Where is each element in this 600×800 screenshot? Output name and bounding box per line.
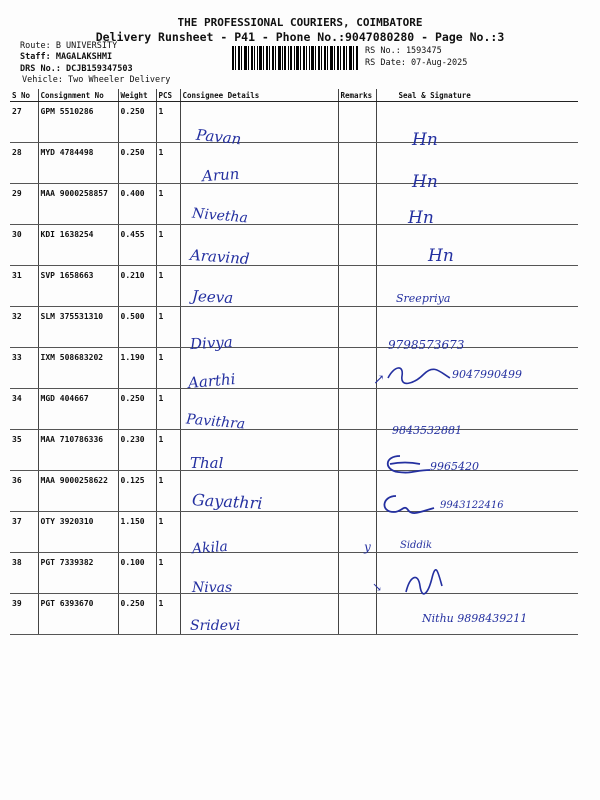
weight-cell: 1.150 <box>118 512 156 553</box>
sno-cell: 36 <box>10 471 38 512</box>
remarks-cell <box>338 389 376 430</box>
consignment-cell: GPM 5510286 <box>38 102 118 143</box>
handwritten-name: Nivas <box>192 580 233 596</box>
consignment-cell: MGD 404667 <box>38 389 118 430</box>
barcode-image <box>232 46 358 70</box>
pcs-cell: 1 <box>156 102 180 143</box>
weight-cell: 0.455 <box>118 225 156 266</box>
seal-cell <box>376 225 578 266</box>
pcs-cell: 1 <box>156 348 180 389</box>
weight-cell: 0.500 <box>118 307 156 348</box>
col-consignment-header: Consignment No <box>38 89 118 102</box>
pcs-cell: 1 <box>156 594 180 635</box>
drs-text: DRS No.: DCJB159347503 <box>20 64 133 74</box>
remarks-cell <box>338 102 376 143</box>
signature-scribble <box>378 490 440 520</box>
handwritten-name: Nivetha <box>191 205 249 227</box>
table-row <box>10 553 578 594</box>
handwritten-name: Pavithra <box>185 411 246 433</box>
consignment-cell: SVP 1658663 <box>38 266 118 307</box>
table-row <box>10 143 578 184</box>
table-header-row <box>10 89 578 102</box>
table-row <box>10 430 578 471</box>
signature: Hn <box>412 172 438 192</box>
weight-cell: 0.100 <box>118 553 156 594</box>
col-sno-header: S No <box>10 89 38 102</box>
remark-mark: y <box>364 540 371 554</box>
table-row <box>10 225 578 266</box>
weight-cell: 0.250 <box>118 389 156 430</box>
signature: 9047990499 <box>452 368 522 381</box>
weight-cell: 0.125 <box>118 471 156 512</box>
sno-cell: 39 <box>10 594 38 635</box>
table-row <box>10 512 578 553</box>
weight-cell: 0.250 <box>118 594 156 635</box>
signature: Hn <box>428 246 454 266</box>
remarks-cell <box>338 225 376 266</box>
weight-cell: 0.210 <box>118 266 156 307</box>
signature: Siddik <box>400 540 433 551</box>
rs-number: RS No.: 1593475 <box>365 46 442 56</box>
col-consignee-header: Consignee Details <box>180 89 338 102</box>
pcs-cell: 1 <box>156 225 180 266</box>
staff-text: Staff: MAGALAKSHMI <box>20 52 113 62</box>
signature: Sreepriya <box>396 292 451 305</box>
table-row <box>10 184 578 225</box>
handwritten-name: Aravind <box>189 245 251 269</box>
pcs-cell: 1 <box>156 266 180 307</box>
company-title: THE PROFESSIONAL COURIERS, COIMBATORE <box>177 16 423 29</box>
remarks-cell <box>338 594 376 635</box>
consignment-cell: MAA 9000258622 <box>38 471 118 512</box>
signature: 9943122416 <box>440 500 504 511</box>
sno-cell: 30 <box>10 225 38 266</box>
pcs-cell: 1 <box>156 184 180 225</box>
weight-cell: 0.230 <box>118 430 156 471</box>
pcs-cell: 1 <box>156 430 180 471</box>
sno-cell: 31 <box>10 266 38 307</box>
pcs-cell: 1 <box>156 512 180 553</box>
sno-cell: 33 <box>10 348 38 389</box>
handwritten-name: Aarthi <box>187 369 237 393</box>
consignment-cell: KDI 1638254 <box>38 225 118 266</box>
sno-cell: 37 <box>10 512 38 553</box>
consignment-cell: MAA 710786336 <box>38 430 118 471</box>
remarks-cell <box>338 307 376 348</box>
signature-scribble <box>380 360 460 390</box>
route-text: Route: B UNIVERSITY <box>20 41 118 51</box>
sno-cell: 27 <box>10 102 38 143</box>
signature-scribble <box>398 566 448 600</box>
signature: 9843532881 <box>392 424 462 437</box>
remarks-cell <box>338 266 376 307</box>
weight-cell: 1.190 <box>118 348 156 389</box>
consignment-cell: IXM 508683202 <box>38 348 118 389</box>
remarks-cell <box>338 184 376 225</box>
consignment-cell: OTY 3920310 <box>38 512 118 553</box>
weight-cell: 0.250 <box>118 102 156 143</box>
col-weight-header: Weight <box>118 89 156 102</box>
seal-cell <box>376 184 578 225</box>
signature-scribble <box>380 448 440 480</box>
pcs-cell: 1 <box>156 389 180 430</box>
col-seal-header: Seal & Signature <box>376 89 578 102</box>
runsheet-table <box>10 89 578 635</box>
pcs-cell: 1 <box>156 471 180 512</box>
remarks-cell <box>338 348 376 389</box>
remark-mark: ↘ <box>372 580 383 594</box>
signature: Hn <box>412 130 438 150</box>
sno-cell: 28 <box>10 143 38 184</box>
consignment-cell: PGT 6393670 <box>38 594 118 635</box>
consignment-cell: PGT 7339382 <box>38 553 118 594</box>
handwritten-name: Gayathri <box>191 490 263 513</box>
table-row <box>10 389 578 430</box>
pcs-cell: 1 <box>156 143 180 184</box>
sno-cell: 35 <box>10 430 38 471</box>
handwritten-name: Sridevi <box>190 618 241 634</box>
handwritten-name: Pavan <box>195 125 243 149</box>
signature: Hn <box>408 208 434 228</box>
signature: 9798573673 <box>388 338 465 352</box>
consignment-cell: SLM 375531310 <box>38 307 118 348</box>
consignment-cell: MAA 9000258857 <box>38 184 118 225</box>
rs-date: RS Date: 07-Aug-2025 <box>365 58 468 68</box>
sno-cell: 34 <box>10 389 38 430</box>
runsheet-subtitle: Delivery Runsheet - P41 - Phone No.:9047080280 - Page No.:3 <box>95 30 505 44</box>
consignment-cell: MYD 4784498 <box>38 143 118 184</box>
signature: Nithu 9898439211 <box>422 612 528 625</box>
sno-cell: 32 <box>10 307 38 348</box>
sno-cell: 29 <box>10 184 38 225</box>
col-pcs-header: PCS <box>156 89 180 102</box>
remarks-cell <box>338 143 376 184</box>
handwritten-name: Divya <box>189 332 234 354</box>
pcs-cell: 1 <box>156 307 180 348</box>
table-row <box>10 307 578 348</box>
remark-mark: ↗ <box>373 372 385 388</box>
remarks-cell <box>338 553 376 594</box>
handwritten-name: Jeeva <box>191 286 234 308</box>
pcs-cell: 1 <box>156 553 180 594</box>
table-row <box>10 266 578 307</box>
handwritten-name: Arun <box>201 164 240 186</box>
seal-cell <box>376 143 578 184</box>
signature: 9965420 <box>430 460 479 473</box>
sno-cell: 38 <box>10 553 38 594</box>
weight-cell: 0.400 <box>118 184 156 225</box>
handwritten-name: Thal <box>190 454 224 472</box>
vehicle-text: Vehicle: Two Wheeler Delivery <box>22 75 171 85</box>
remarks-cell <box>338 471 376 512</box>
col-remarks-header: Remarks <box>338 89 376 102</box>
seal-cell <box>376 102 578 143</box>
remarks-cell <box>338 430 376 471</box>
table-row <box>10 102 578 143</box>
handwritten-name: Akila <box>191 538 229 558</box>
weight-cell: 0.250 <box>118 143 156 184</box>
